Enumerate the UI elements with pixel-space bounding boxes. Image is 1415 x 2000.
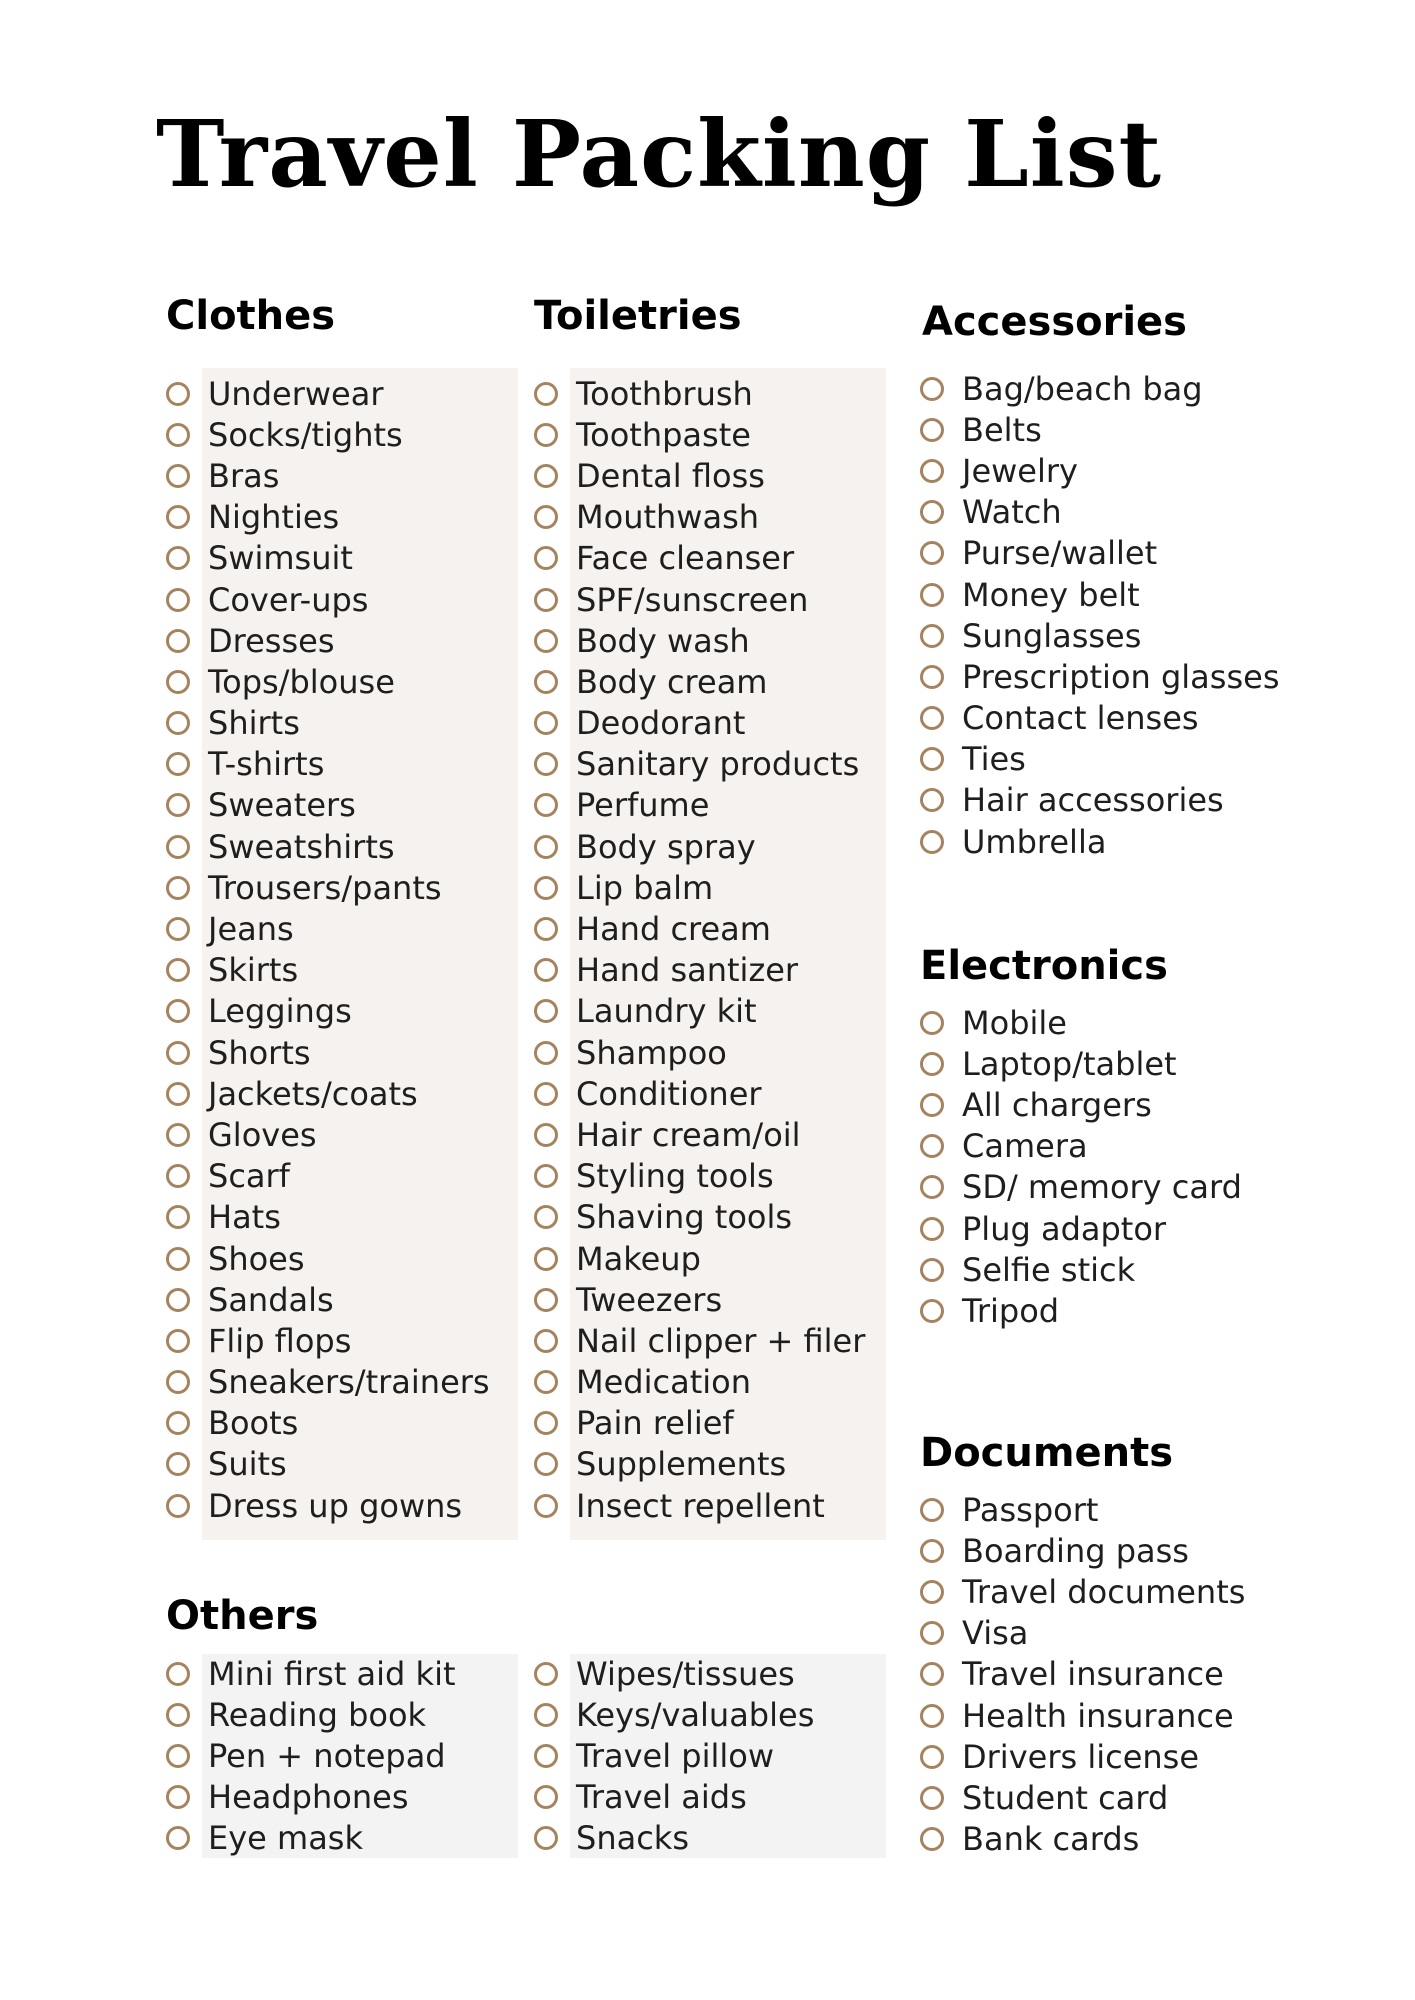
checklist-item[interactable] [920, 1126, 1242, 1167]
checklist-item[interactable] [920, 450, 1279, 491]
checklist-item[interactable] [166, 950, 490, 991]
checklist-item-label: Hats [208, 1198, 281, 1237]
checklist-item[interactable] [920, 533, 1279, 574]
checklist-item[interactable] [166, 1114, 490, 1155]
checklist-item-label: Travel documents [962, 1572, 1246, 1611]
checklist-item-label: Drivers license [962, 1737, 1200, 1776]
checklist-item[interactable] [920, 1249, 1242, 1290]
circle-checkbox-icon[interactable] [166, 1494, 190, 1518]
circle-checkbox-icon[interactable] [166, 1123, 190, 1147]
circle-checkbox-icon[interactable] [920, 747, 944, 771]
circle-checkbox-icon[interactable] [920, 1134, 944, 1158]
checklist-item[interactable] [166, 1073, 490, 1114]
checklist-item-label: Dress up gowns [208, 1486, 463, 1525]
checklist-item[interactable] [166, 1156, 490, 1197]
checklist-item-label: Trousers/pants [208, 868, 442, 907]
circle-checkbox-icon[interactable] [534, 958, 558, 982]
checklist-item-label: Nighties [208, 498, 340, 537]
circle-checkbox-icon[interactable] [534, 546, 558, 570]
circle-checkbox-icon[interactable] [166, 670, 190, 694]
checklist-item[interactable] [166, 867, 490, 908]
checklist-item[interactable] [920, 1208, 1242, 1249]
checklist-item-label: Money belt [962, 575, 1140, 614]
checklist-item-label: Body wash [576, 621, 750, 660]
toiletries-heading: Toiletries [534, 293, 742, 339]
circle-checkbox-icon[interactable] [534, 835, 558, 859]
checklist-item[interactable] [534, 1279, 865, 1320]
checklist-item[interactable] [920, 1043, 1242, 1084]
circle-checkbox-icon[interactable] [534, 1494, 558, 1518]
checklist-item[interactable] [166, 991, 490, 1032]
checklist-item[interactable] [534, 1362, 865, 1403]
circle-checkbox-icon[interactable] [534, 464, 558, 488]
circle-checkbox-icon[interactable] [920, 1093, 944, 1117]
checklist-item-label: Jewelry [962, 451, 1078, 490]
checklist-item-label: Body cream [576, 662, 768, 701]
circle-checkbox-icon[interactable] [166, 588, 190, 612]
checklist-item-label: Suits [208, 1445, 287, 1484]
checklist-item[interactable] [534, 579, 865, 620]
circle-checkbox-icon[interactable] [166, 752, 190, 776]
checklist-item-label: Keys/valuables [576, 1695, 815, 1734]
checklist-item-label: Socks/tights [208, 415, 403, 454]
checklist-item[interactable] [166, 1197, 490, 1238]
checklist-item[interactable] [534, 1403, 865, 1444]
checklist-item-label: Shirts [208, 704, 300, 743]
checklist-item-label: Shorts [208, 1033, 311, 1072]
circle-checkbox-icon[interactable] [534, 1164, 558, 1188]
circle-checkbox-icon[interactable] [166, 1370, 190, 1394]
checklist-item-label: Ties [962, 740, 1026, 779]
circle-checkbox-icon[interactable] [534, 1785, 558, 1809]
circle-checkbox-icon[interactable] [534, 1082, 558, 1106]
checklist-item[interactable] [166, 1735, 456, 1776]
circle-checkbox-icon[interactable] [920, 624, 944, 648]
checklist-item-label: Medication [576, 1363, 751, 1402]
circle-checkbox-icon[interactable] [534, 1205, 558, 1229]
checklist-item-label: Scarf [208, 1157, 290, 1196]
circle-checkbox-icon[interactable] [166, 1205, 190, 1229]
checklist-item-label: Hair accessories [962, 781, 1224, 820]
circle-checkbox-icon[interactable] [920, 1258, 944, 1282]
checklist-item[interactable] [534, 455, 865, 496]
checklist-item[interactable] [534, 908, 865, 949]
checklist-item[interactable] [166, 661, 490, 702]
circle-checkbox-icon[interactable] [920, 1662, 944, 1686]
clothes-list [166, 373, 490, 1526]
checklist-item-label: Cover-ups [208, 580, 369, 619]
circle-checkbox-icon[interactable] [166, 1329, 190, 1353]
checklist-item[interactable] [534, 620, 865, 661]
checklist-item[interactable] [920, 368, 1279, 409]
checklist-item[interactable] [534, 1735, 814, 1776]
circle-checkbox-icon[interactable] [534, 752, 558, 776]
checklist-item-label: Boarding pass [962, 1531, 1189, 1570]
checklist-item[interactable] [920, 1002, 1242, 1043]
checklist-item-label: Dresses [208, 621, 335, 660]
circle-checkbox-icon[interactable] [920, 1539, 944, 1563]
checklist-item-label: All chargers [962, 1085, 1152, 1124]
circle-checkbox-icon[interactable] [920, 1011, 944, 1035]
circle-checkbox-icon[interactable] [166, 1744, 190, 1768]
checklist-item-label: Tweezers [576, 1280, 723, 1319]
checklist-item[interactable] [166, 785, 490, 826]
circle-checkbox-icon[interactable] [920, 706, 944, 730]
checklist-item[interactable] [534, 1653, 814, 1694]
checklist-item[interactable] [534, 1694, 814, 1735]
checklist-item-label: Sneakers/trainers [208, 1363, 490, 1402]
checklist-item[interactable] [920, 1736, 1245, 1777]
circle-checkbox-icon[interactable] [534, 588, 558, 612]
checklist-item[interactable] [534, 538, 865, 579]
checklist-item-label: Travel pillow [576, 1736, 775, 1775]
checklist-item-label: Laptop/tablet [962, 1044, 1177, 1083]
checklist-item-label: T-shirts [208, 745, 325, 784]
checklist-item[interactable] [166, 1694, 456, 1735]
circle-checkbox-icon[interactable] [166, 1164, 190, 1188]
circle-checkbox-icon[interactable] [166, 1288, 190, 1312]
checklist-item-label: Mini first aid kit [208, 1654, 456, 1693]
checklist-item-label: Camera [962, 1127, 1088, 1166]
checklist-item[interactable] [534, 1032, 865, 1073]
circle-checkbox-icon[interactable] [534, 1744, 558, 1768]
checklist-item-label: Plug adaptor [962, 1209, 1167, 1248]
circle-checkbox-icon[interactable] [920, 1498, 944, 1522]
accessories-heading: Accessories [922, 299, 1187, 345]
checklist-item[interactable] [534, 867, 865, 908]
circle-checkbox-icon[interactable] [166, 382, 190, 406]
circle-checkbox-icon[interactable] [920, 418, 944, 442]
checklist-item-label: Visa [962, 1614, 1029, 1653]
checklist-item-label: Watch [962, 493, 1062, 532]
checklist-item[interactable] [534, 1073, 865, 1114]
circle-checkbox-icon[interactable] [534, 1703, 558, 1727]
checklist-item-label: Boots [208, 1404, 299, 1443]
checklist-item[interactable] [534, 1444, 865, 1485]
checklist-item[interactable] [166, 620, 490, 661]
circle-checkbox-icon[interactable] [920, 1704, 944, 1728]
circle-checkbox-icon[interactable] [166, 958, 190, 982]
clothes-heading: Clothes [166, 293, 336, 339]
circle-checkbox-icon[interactable] [166, 1785, 190, 1809]
checklist-item[interactable] [166, 1238, 490, 1279]
checklist-item[interactable] [534, 1777, 814, 1818]
checklist-item[interactable] [920, 409, 1279, 450]
checklist-item-label: Nail clipper + filer [576, 1321, 866, 1360]
checklist-item[interactable] [920, 1695, 1245, 1736]
electronics-list [920, 1002, 1242, 1332]
circle-checkbox-icon[interactable] [920, 459, 944, 483]
checklist-item-label: Lip balm [576, 868, 714, 907]
circle-checkbox-icon[interactable] [920, 1217, 944, 1241]
circle-checkbox-icon[interactable] [166, 464, 190, 488]
checklist-item-label: Skirts [208, 951, 299, 990]
checklist-item[interactable] [166, 1444, 490, 1485]
checklist-item[interactable] [920, 1290, 1242, 1331]
toiletries-list [534, 373, 865, 1526]
checklist-item[interactable] [920, 780, 1279, 821]
checklist-item-label: Body spray [576, 827, 756, 866]
circle-checkbox-icon[interactable] [534, 1041, 558, 1065]
checklist-item[interactable] [534, 1238, 865, 1279]
circle-checkbox-icon[interactable] [534, 1123, 558, 1147]
checklist-item[interactable] [166, 1818, 456, 1859]
circle-checkbox-icon[interactable] [166, 505, 190, 529]
circle-checkbox-icon[interactable] [166, 629, 190, 653]
checklist-item[interactable] [166, 1403, 490, 1444]
circle-checkbox-icon[interactable] [920, 583, 944, 607]
checklist-item-label: Bag/beach bag [962, 369, 1203, 408]
documents-heading: Documents [920, 1430, 1174, 1476]
circle-checkbox-icon[interactable] [166, 917, 190, 941]
checklist-item[interactable] [920, 821, 1279, 862]
checklist-item-label: Toothbrush [576, 374, 753, 413]
checklist-item[interactable] [534, 950, 865, 991]
circle-checkbox-icon[interactable] [920, 1786, 944, 1810]
circle-checkbox-icon[interactable] [534, 382, 558, 406]
checklist-item[interactable] [534, 1114, 865, 1155]
circle-checkbox-icon[interactable] [920, 1580, 944, 1604]
circle-checkbox-icon[interactable] [166, 1041, 190, 1065]
checklist-item[interactable] [534, 744, 865, 785]
checklist-item[interactable] [166, 497, 490, 538]
circle-checkbox-icon[interactable] [166, 711, 190, 735]
checklist-item-label: Tripod [962, 1291, 1060, 1330]
checklist-item-label: Dental floss [576, 456, 765, 495]
checklist-item[interactable] [920, 1084, 1242, 1125]
checklist-item-label: Health insurance [962, 1696, 1234, 1735]
circle-checkbox-icon[interactable] [534, 999, 558, 1023]
checklist-item-label: SD/ memory card [962, 1168, 1242, 1207]
checklist-item-label: Sandals [208, 1280, 334, 1319]
checklist-item-label: Selfie stick [962, 1250, 1136, 1289]
checklist-item-label: Makeup [576, 1239, 701, 1278]
circle-checkbox-icon[interactable] [920, 1621, 944, 1645]
checklist-item[interactable] [166, 414, 490, 455]
checklist-item-label: SPF/sunscreen [576, 580, 809, 619]
checklist-item-label: Tops/blouse [208, 662, 395, 701]
circle-checkbox-icon[interactable] [166, 423, 190, 447]
checklist-item-label: Conditioner [576, 1074, 762, 1113]
checklist-item-label: Purse/wallet [962, 534, 1158, 573]
checklist-item-label: Jackets/coats [208, 1074, 418, 1113]
circle-checkbox-icon[interactable] [534, 1247, 558, 1271]
circle-checkbox-icon[interactable] [920, 541, 944, 565]
checklist-item[interactable] [534, 1485, 865, 1526]
checklist-item-label: Flip flops [208, 1321, 352, 1360]
circle-checkbox-icon[interactable] [534, 629, 558, 653]
checklist-item-label: Pain relief [576, 1404, 734, 1443]
checklist-item[interactable] [920, 1167, 1242, 1208]
checklist-item[interactable] [534, 373, 865, 414]
checklist-item[interactable] [920, 1613, 1245, 1654]
checklist-item[interactable] [166, 826, 490, 867]
circle-checkbox-icon[interactable] [534, 917, 558, 941]
checklist-item[interactable] [166, 579, 490, 620]
checklist-item[interactable] [166, 373, 490, 414]
checklist-item-label: Sweatshirts [208, 827, 395, 866]
circle-checkbox-icon[interactable] [166, 1662, 190, 1686]
circle-checkbox-icon[interactable] [166, 999, 190, 1023]
circle-checkbox-icon[interactable] [534, 1662, 558, 1686]
checklist-item-label: Belts [962, 410, 1042, 449]
circle-checkbox-icon[interactable] [920, 665, 944, 689]
checklist-item[interactable] [166, 744, 490, 785]
circle-checkbox-icon[interactable] [166, 835, 190, 859]
checklist-item-label: Travel insurance [962, 1655, 1224, 1694]
checklist-item-label: Jeans [208, 910, 294, 949]
circle-checkbox-icon[interactable] [534, 1329, 558, 1353]
circle-checkbox-icon[interactable] [920, 1827, 944, 1851]
circle-checkbox-icon[interactable] [166, 1082, 190, 1106]
circle-checkbox-icon[interactable] [534, 1826, 558, 1850]
checklist-item-label: Styling tools [576, 1157, 774, 1196]
checklist-item[interactable] [920, 615, 1279, 656]
circle-checkbox-icon[interactable] [920, 1745, 944, 1769]
checklist-item[interactable] [166, 1777, 456, 1818]
circle-checkbox-icon[interactable] [534, 1288, 558, 1312]
checklist-item-label: Reading book [208, 1695, 427, 1734]
checklist-item[interactable] [920, 1819, 1245, 1860]
circle-checkbox-icon[interactable] [166, 793, 190, 817]
circle-checkbox-icon[interactable] [920, 377, 944, 401]
checklist-item-label: Shaving tools [576, 1198, 793, 1237]
checklist-item-label: Insect repellent [576, 1486, 825, 1525]
checklist-item-label: Mouthwash [576, 498, 760, 537]
checklist-item-label: Gloves [208, 1115, 317, 1154]
circle-checkbox-icon[interactable] [534, 423, 558, 447]
checklist-item-label: Student card [962, 1778, 1169, 1817]
checklist-item[interactable] [920, 1530, 1245, 1571]
checklist-item[interactable] [166, 1653, 456, 1694]
checklist-item-label: Pen + notepad [208, 1736, 446, 1775]
circle-checkbox-icon[interactable] [534, 670, 558, 694]
others-heading: Others [166, 1593, 319, 1639]
checklist-item-label: Supplements [576, 1445, 787, 1484]
circle-checkbox-icon[interactable] [534, 1370, 558, 1394]
circle-checkbox-icon[interactable] [534, 505, 558, 529]
circle-checkbox-icon[interactable] [166, 1411, 190, 1435]
checklist-item[interactable] [920, 698, 1279, 739]
circle-checkbox-icon[interactable] [920, 830, 944, 854]
checklist-item[interactable] [534, 1197, 865, 1238]
checklist-item[interactable] [534, 1818, 814, 1859]
circle-checkbox-icon[interactable] [920, 1175, 944, 1199]
checklist-item-label: Passport [962, 1490, 1099, 1529]
checklist-item-label: Bras [208, 456, 280, 495]
checklist-item[interactable] [534, 826, 865, 867]
checklist-item[interactable] [166, 1032, 490, 1073]
checklist-item-label: Prescription glasses [962, 657, 1280, 696]
checklist-item[interactable] [534, 991, 865, 1032]
electronics-heading: Electronics [920, 943, 1168, 989]
checklist-item-label: Toothpaste [576, 415, 751, 454]
checklist-item[interactable] [166, 908, 490, 949]
checklist-item-label: Leggings [208, 992, 352, 1031]
checklist-item[interactable] [534, 785, 865, 826]
checklist-item[interactable] [534, 414, 865, 455]
circle-checkbox-icon[interactable] [534, 876, 558, 900]
checklist-item-label: Shampoo [576, 1033, 727, 1072]
checklist-item[interactable] [534, 661, 865, 702]
checklist-item-label: Contact lenses [962, 699, 1199, 738]
others-right-list [534, 1653, 814, 1859]
checklist-item[interactable] [166, 455, 490, 496]
page-title: Travel Packing List [156, 100, 1163, 208]
circle-checkbox-icon[interactable] [166, 876, 190, 900]
circle-checkbox-icon[interactable] [920, 1052, 944, 1076]
circle-checkbox-icon[interactable] [534, 1411, 558, 1435]
circle-checkbox-icon[interactable] [920, 788, 944, 812]
checklist-item[interactable] [920, 1654, 1245, 1695]
checklist-item[interactable] [166, 1279, 490, 1320]
checklist-item-label: Wipes/tissues [576, 1654, 795, 1693]
circle-checkbox-icon[interactable] [920, 500, 944, 524]
checklist-item-label: Hair cream/oil [576, 1115, 801, 1154]
checklist-item-label: Mobile [962, 1003, 1067, 1042]
checklist-item[interactable] [166, 1362, 490, 1403]
checklist-item-label: Swimsuit [208, 539, 353, 578]
checklist-item-label: Hand cream [576, 910, 771, 949]
checklist-item[interactable] [534, 1320, 865, 1361]
checklist-item[interactable] [534, 703, 865, 744]
checklist-item[interactable] [920, 739, 1279, 780]
checklist-item-label: Hand santizer [576, 951, 799, 990]
checklist-item-label: Snacks [576, 1819, 689, 1858]
circle-checkbox-icon[interactable] [166, 1703, 190, 1727]
accessories-list [920, 368, 1279, 862]
documents-list [920, 1489, 1245, 1860]
checklist-item[interactable] [166, 703, 490, 744]
checklist-item-label: Bank cards [962, 1820, 1140, 1859]
checklist-item-label: Underwear [208, 374, 384, 413]
checklist-item-label: Headphones [208, 1778, 409, 1817]
circle-checkbox-icon[interactable] [166, 546, 190, 570]
checklist-item[interactable] [920, 492, 1279, 533]
checklist-item-label: Eye mask [208, 1819, 363, 1858]
checklist-item[interactable] [920, 574, 1279, 615]
circle-checkbox-icon[interactable] [166, 1247, 190, 1271]
checklist-item-label: Shoes [208, 1239, 305, 1278]
checklist-item-label: Face cleanser [576, 539, 795, 578]
checklist-item-label: Sanitary products [576, 745, 860, 784]
circle-checkbox-icon[interactable] [920, 1299, 944, 1323]
circle-checkbox-icon[interactable] [166, 1826, 190, 1850]
checklist-item[interactable] [920, 1777, 1245, 1818]
checklist-item[interactable] [920, 656, 1279, 697]
checklist-item[interactable] [166, 538, 490, 579]
checklist-item[interactable] [920, 1489, 1245, 1530]
checklist-item-label: Laundry kit [576, 992, 757, 1031]
circle-checkbox-icon[interactable] [534, 1452, 558, 1476]
checklist-item-label: Travel aids [576, 1778, 747, 1817]
checklist-item-label: Perfume [576, 786, 710, 825]
checklist-item-label: Sunglasses [962, 616, 1142, 655]
checklist-item[interactable] [534, 497, 865, 538]
circle-checkbox-icon[interactable] [534, 793, 558, 817]
others-left-list [166, 1653, 456, 1859]
checklist-item-label: Deodorant [576, 704, 746, 743]
checklist-item-label: Umbrella [962, 822, 1107, 861]
checklist-item[interactable] [534, 1156, 865, 1197]
circle-checkbox-icon[interactable] [166, 1452, 190, 1476]
checklist-item-label: Sweaters [208, 786, 356, 825]
checklist-item[interactable] [920, 1571, 1245, 1612]
circle-checkbox-icon[interactable] [534, 711, 558, 735]
checklist-item[interactable] [166, 1320, 490, 1361]
checklist-item[interactable] [166, 1485, 490, 1526]
